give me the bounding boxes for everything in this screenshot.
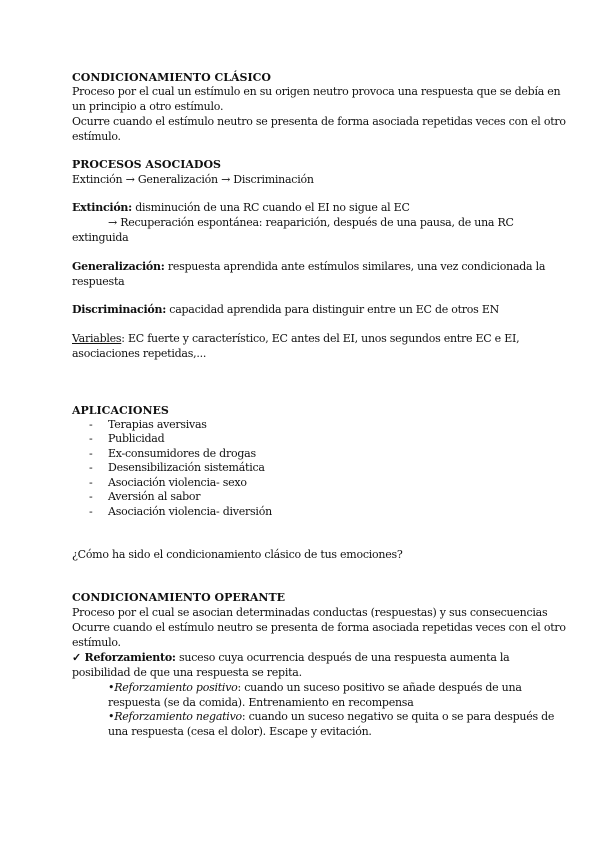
list-item: Aversión al sabor bbox=[108, 490, 201, 503]
refuerzo-negativo-line bbox=[108, 710, 554, 725]
paragraph-line: Proceso por el cual un estímulo en su origen neutro provoca una respuesta que se debía en bbox=[72, 85, 561, 98]
reforzamiento-line bbox=[72, 651, 510, 666]
list-bullet: - bbox=[89, 505, 93, 518]
paragraph-line: estímulo. bbox=[72, 636, 121, 649]
generalizacion-line bbox=[72, 260, 545, 275]
section-title-operante: CONDICIONAMIENTO OPERANTE bbox=[72, 591, 286, 604]
paragraph-line: Ocurre cuando el estímulo neutro se presenta de forma asociada repetidas veces con el otro bbox=[72, 115, 566, 128]
reforzamiento-label: Reforzamiento: bbox=[84, 651, 176, 664]
refuerzo-negativo-label: Reforzamiento negativo bbox=[114, 710, 242, 723]
paragraph-line: Proceso por el cual se asocian determinadas conductas (respuestas) y sus consecuencias bbox=[72, 606, 548, 619]
reforzamiento-line-cont: posibilidad de que una respuesta se repita. bbox=[72, 666, 302, 679]
list-item: Ex-consumidores de drogas bbox=[108, 447, 256, 460]
discriminacion-line bbox=[72, 303, 499, 318]
bullet-icon: • bbox=[108, 710, 115, 723]
list-item: Desensibilización sistemática bbox=[108, 461, 265, 474]
list-bullet: - bbox=[89, 490, 93, 503]
extincion-line bbox=[72, 201, 410, 216]
refuerzo-positivo-label: Reforzamiento positivo bbox=[114, 681, 238, 694]
question-line: ¿Cómo ha sido el condicionamiento clásico de tus emociones? bbox=[72, 548, 403, 561]
paragraph-line: estímulo. bbox=[72, 130, 121, 143]
reforzamiento-text: suceso cuya ocurrencia después de una respuesta aumenta la bbox=[175, 651, 510, 664]
list-item: Terapias aversivas bbox=[108, 418, 207, 431]
variables-text: : EC fuerte y característico, EC antes del EI, unos segundos entre EC e EI, bbox=[121, 332, 520, 345]
list-bullet: - bbox=[89, 418, 93, 431]
refuerzo-positivo-line bbox=[108, 681, 522, 696]
list-bullet: - bbox=[89, 476, 93, 489]
list-bullet: - bbox=[89, 432, 93, 445]
recuperacion-line: → Recuperación espontánea: reaparición, después de una pausa, de una RC bbox=[108, 216, 514, 229]
paragraph-line: un principio a otro estímulo. bbox=[72, 100, 224, 113]
process-chain: Extinción → Generalización → Discriminación bbox=[72, 173, 314, 186]
recuperacion-line-cont: extinguida bbox=[72, 231, 129, 244]
refuerzo-negativo-text: : cuando un suceso negativo se quita o se para después de bbox=[241, 710, 555, 723]
extincion-text: disminución de una RC cuando el EI no sigue al EC bbox=[131, 201, 410, 214]
refuerzo-positivo-line-cont: respuesta (se da comida). Entrenamiento en recompensa bbox=[108, 696, 414, 709]
section-title-clasico: CONDICIONAMIENTO CLÁSICO bbox=[72, 71, 271, 84]
paragraph-line: Ocurre cuando el estímulo neutro se presenta de forma asociada repetidas veces con el otro bbox=[72, 621, 566, 634]
discriminacion-text: capacidad aprendida para distinguir entre un EC de otros EN bbox=[166, 303, 499, 316]
section-title-aplicaciones: APLICACIONES bbox=[72, 404, 169, 417]
list-item: Asociación violencia- diversión bbox=[108, 505, 272, 518]
bullet-icon: • bbox=[108, 681, 115, 694]
list-bullet: - bbox=[89, 461, 93, 474]
variables-line bbox=[72, 332, 519, 347]
list-bullet: - bbox=[89, 447, 93, 460]
variables-label: Variables bbox=[72, 332, 122, 345]
list-item: Asociación violencia- sexo bbox=[108, 476, 247, 489]
generalizacion-label: Generalización: bbox=[72, 260, 165, 273]
section-title-procesos: PROCESOS ASOCIADOS bbox=[72, 158, 221, 171]
list-item: Publicidad bbox=[108, 432, 165, 445]
extincion-label: Extinción: bbox=[72, 201, 132, 214]
variables-line-cont: asociaciones repetidas,... bbox=[72, 347, 207, 360]
check-icon: ✓ bbox=[72, 651, 85, 664]
discriminacion-label: Discriminación: bbox=[72, 303, 167, 316]
refuerzo-positivo-text: : cuando un suceso positivo se añade después de una bbox=[237, 681, 522, 694]
generalizacion-line-cont: respuesta bbox=[72, 275, 125, 288]
generalizacion-text: respuesta aprendida ante estímulos similares, una vez condicionada la bbox=[164, 260, 546, 273]
refuerzo-negativo-line-cont: una respuesta (cesa el dolor). Escape y evitación. bbox=[108, 725, 372, 738]
